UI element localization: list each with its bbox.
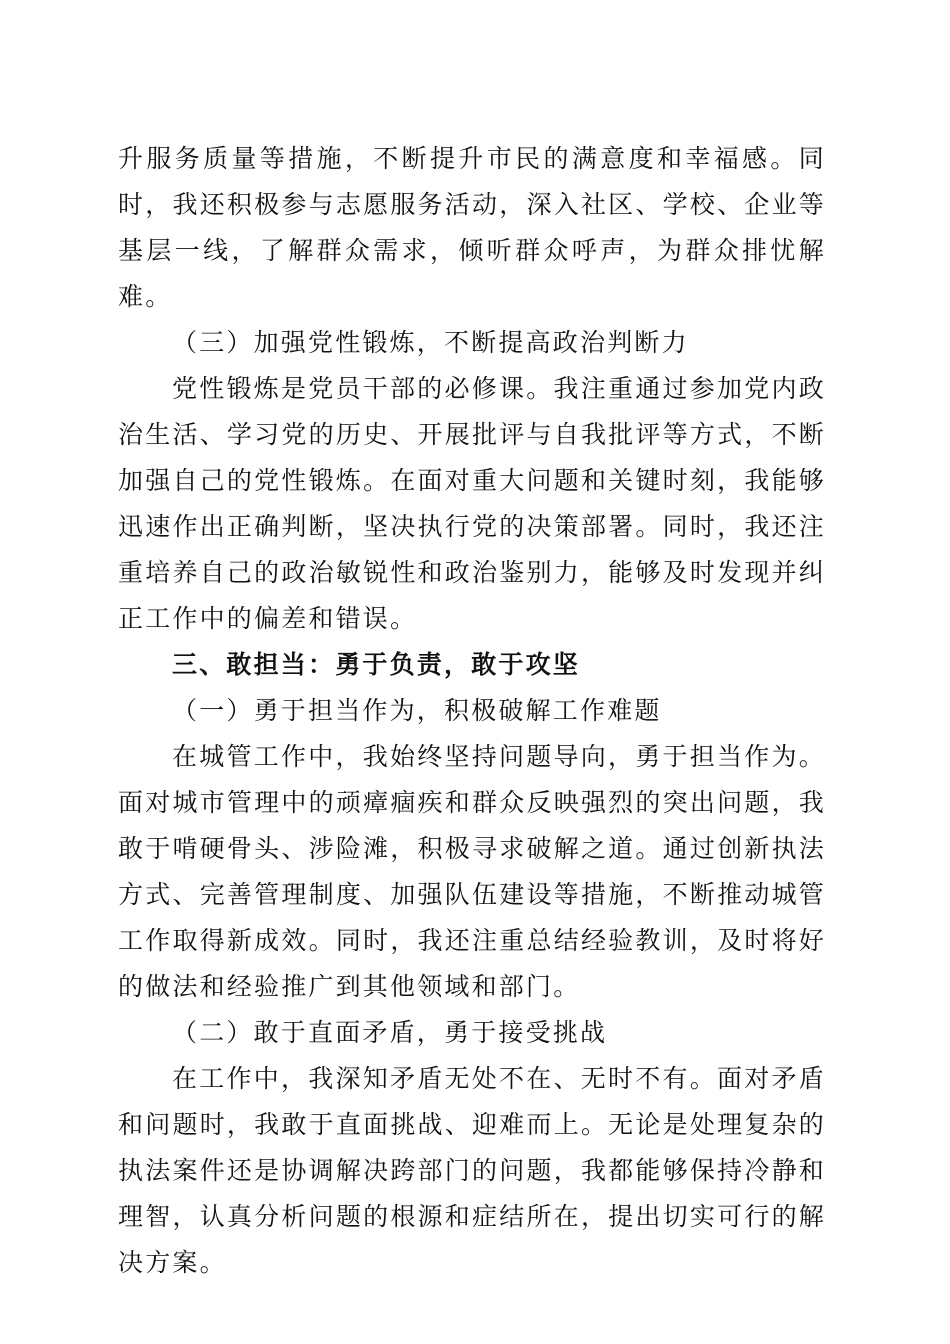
- paragraph-party-spirit: 党性锻炼是党员干部的必修课。我注重通过参加党内政治生活、学习党的历史、开展批评与自我批评等方式，不断加强自己的党性锻炼。在面对重大问题和关键时刻，我能够迅速作出正确判断，坚决执行党的决策部署。同时，我还注重培养自己的政治敏锐性和政治鉴别力，能够及时发现并纠正工作中的偏差和错误。: [118, 374, 826, 633]
- subheading-2: （二）敢于直面矛盾，勇于接受挑战: [172, 1018, 608, 1047]
- paragraph-challenges: 在工作中，我深知矛盾无处不在、无时不有。面对矛盾和问题时，我敢于直面挑战、迎难而上。无论是处理复杂的执法案件还是协调解决跨部门的问题，我都能够保持冷静和理智，认真分析问题的根源和症结所在，提出切实可行的解决方案。: [118, 1064, 826, 1277]
- subheading-1: （一）勇于担当作为，积极破解工作难题: [172, 696, 662, 725]
- paragraph-continuation: 升服务质量等措施，不断提升市民的满意度和幸福感。同时，我还积极参与志愿服务活动，深入社区、学校、企业等基层一线，了解群众需求，倾听群众呼声，为群众排忧解难。: [118, 144, 826, 311]
- section-heading-3: 三、敢担当：勇于负责，敢于攻坚: [172, 650, 581, 679]
- paragraph-responsibility: 在城管工作中，我始终坚持问题导向，勇于担当作为。面对城市管理中的顽瘴痼疾和群众反映强烈的突出问题，我敢于啃硬骨头、涉险滩，积极寻求破解之道。通过创新执法方式、完善管理制度、加强队伍建设等措施，不断推动城管工作取得新成效。同时，我还注重总结经验教训，及时将好的做法和经验推广到其他领域和部门。: [118, 742, 826, 1001]
- document-page: [118, 136, 826, 1286]
- subheading-3: （三）加强党性锻炼，不断提高政治判断力: [172, 328, 689, 357]
